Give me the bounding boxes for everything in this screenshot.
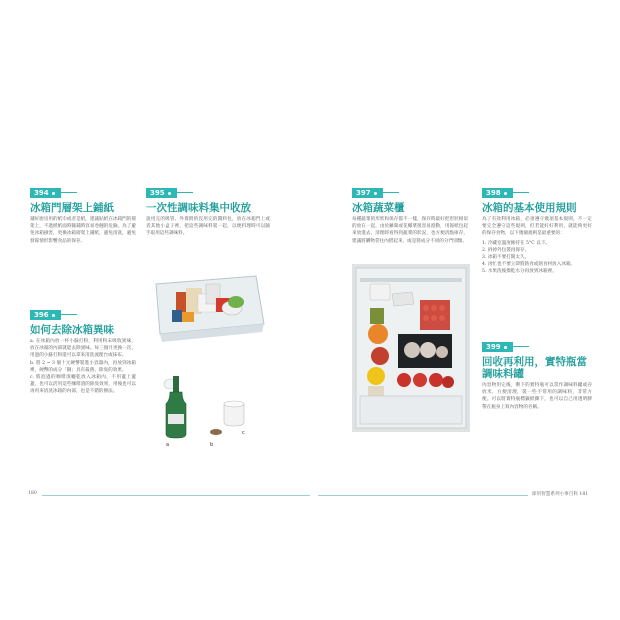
tip-body: 說用完的吸管、外賣附的沒用完的醬料包，放在冰箱門上或者其他小盒子裡，把這些調味料裝一起，以便料理時可以隨手取用這些調味料。 <box>146 217 270 237</box>
tip-title: 回收再利用，實特瓶當調味料罐 <box>482 356 587 380</box>
tip-395 <box>146 180 270 238</box>
tip-title: 冰箱的基本使用規則 <box>482 202 577 214</box>
swoosh-decoration <box>513 346 529 349</box>
tip-number-badge: 398 <box>482 188 513 198</box>
footer-rule-left <box>42 495 310 496</box>
page-number-right: 節用智慧系列小事百科 181 <box>532 492 589 497</box>
fridge-crisper-illustration <box>352 264 470 432</box>
photo-fridge-crisper <box>352 264 470 432</box>
list-item: 4. 再忙也不要立即將熱食或熱食材放入冰箱。 <box>482 262 576 268</box>
swoosh-decoration <box>61 192 77 195</box>
svg-text:a: a <box>166 442 170 448</box>
tip-title: 一次性調味料集中收放 <box>146 202 251 214</box>
page-number-left: 180 <box>28 491 37 496</box>
deodorizer-illustration <box>146 370 268 454</box>
tip-394 <box>30 180 136 245</box>
tip-title: 如何去除冰箱異味 <box>30 324 114 336</box>
list-item: 5. 水果洗後擦乾水分再放到冰箱裡。 <box>482 269 557 275</box>
tip-number-badge: 396 <box>30 310 61 320</box>
dot-icon <box>52 314 55 317</box>
list-item: 2. 拆掉外包裝再保存。 <box>482 247 530 253</box>
swoosh-decoration <box>513 192 529 195</box>
tip-body: 鋪好廚房用的紙巾或者是紙，建議貼紙在冰箱門的層架上，不過紙紙面時隨鋪時容易卷翹的危險。為了避免冰箱損害，更換冰箱層架上鋪紙，避免清洗，避免發霉情形影響食品的保存。 <box>30 217 136 244</box>
list-item: c. 將泡過的咖啡渣曬乾放入冰箱內，不用蓋上蓋蓋，也可以活用這些咖啡渣的除臭效果，用後也可以再用來清洗冰箱的內部，也是不錯的辦法。 <box>30 375 136 395</box>
list-item: 1. 冷藏室溫度維持在 5°C 以下。 <box>482 240 551 246</box>
tip-number-badge: 394 <box>30 188 61 198</box>
tip-397 <box>352 180 468 245</box>
condiment-tray-illustration <box>146 262 268 348</box>
tip-intro: 為了有效利用冰箱，必須遵守幾項基本規則，不一定要完全遵守這些規則，但若能好好利用，就能夠更好的保存食物，以下幾個規則是最重要的： <box>482 217 592 237</box>
tip-number-badge: 397 <box>352 188 383 198</box>
list-item: a. 在冰箱內放一杯小蘇打粉，利用粉末吸收異味，放在冰箱的內部就能去除異味。每三個月更換一次，用過的小蘇打粉還可以拿來清洗流理台或抹布。 <box>30 339 136 359</box>
tip-list <box>30 338 136 396</box>
dot-icon <box>52 192 55 195</box>
list-item: 3. 冰箱不要打開太久。 <box>482 255 530 261</box>
tip-list <box>482 240 592 276</box>
swoosh-decoration <box>61 314 77 317</box>
photo-bottle-deodorizer <box>146 370 268 454</box>
dot-icon <box>504 192 507 195</box>
tip-399 <box>482 334 592 411</box>
tip-398 <box>482 180 592 276</box>
tip-body: 每種蔬菜的形狀和保存都不一樣，保存時最好把形狀相似的放在一起，由於蘿蔔或花椰菜很容易滾動，用報紙包起來放進去，清理時看得到蔬菜的狀況，也方便清點庫存。建議將購物袋往內摺起來，或是將成分不同的分門別類。 <box>352 217 468 244</box>
tip-number-badge: 395 <box>146 188 177 198</box>
list-item: b. 將 2 ~ 3 個十元硬幣裝進小容器內，再放到冰箱裡，硬幣的成分「銅」具有殺菌、除臭的效果。 <box>30 360 136 373</box>
svg-text:c: c <box>242 430 245 436</box>
tip-title: 冰箱門層架上鋪紙 <box>30 202 114 214</box>
tip-396 <box>30 302 136 396</box>
dot-icon <box>168 192 171 195</box>
swoosh-decoration <box>383 192 399 195</box>
tip-title: 冰箱蔬菜櫃 <box>352 202 405 214</box>
dot-icon <box>374 192 377 195</box>
tip-body: 內容物用完後，剩下的實特瓶可以當作調味料罐或存放米，方便清理，裝一些不常用的調味料，非常方便。可以將實特瓶標籤紙撕下，也可以自己用透明膠帶在瓶身上寫內容物的名稱。 <box>482 383 592 410</box>
dot-icon <box>504 346 507 349</box>
svg-text:b: b <box>210 442 214 448</box>
photo-condiment-tray <box>146 262 268 348</box>
footer-rule-right <box>318 495 528 496</box>
tip-number-badge: 399 <box>482 342 513 352</box>
swoosh-decoration <box>177 192 193 195</box>
